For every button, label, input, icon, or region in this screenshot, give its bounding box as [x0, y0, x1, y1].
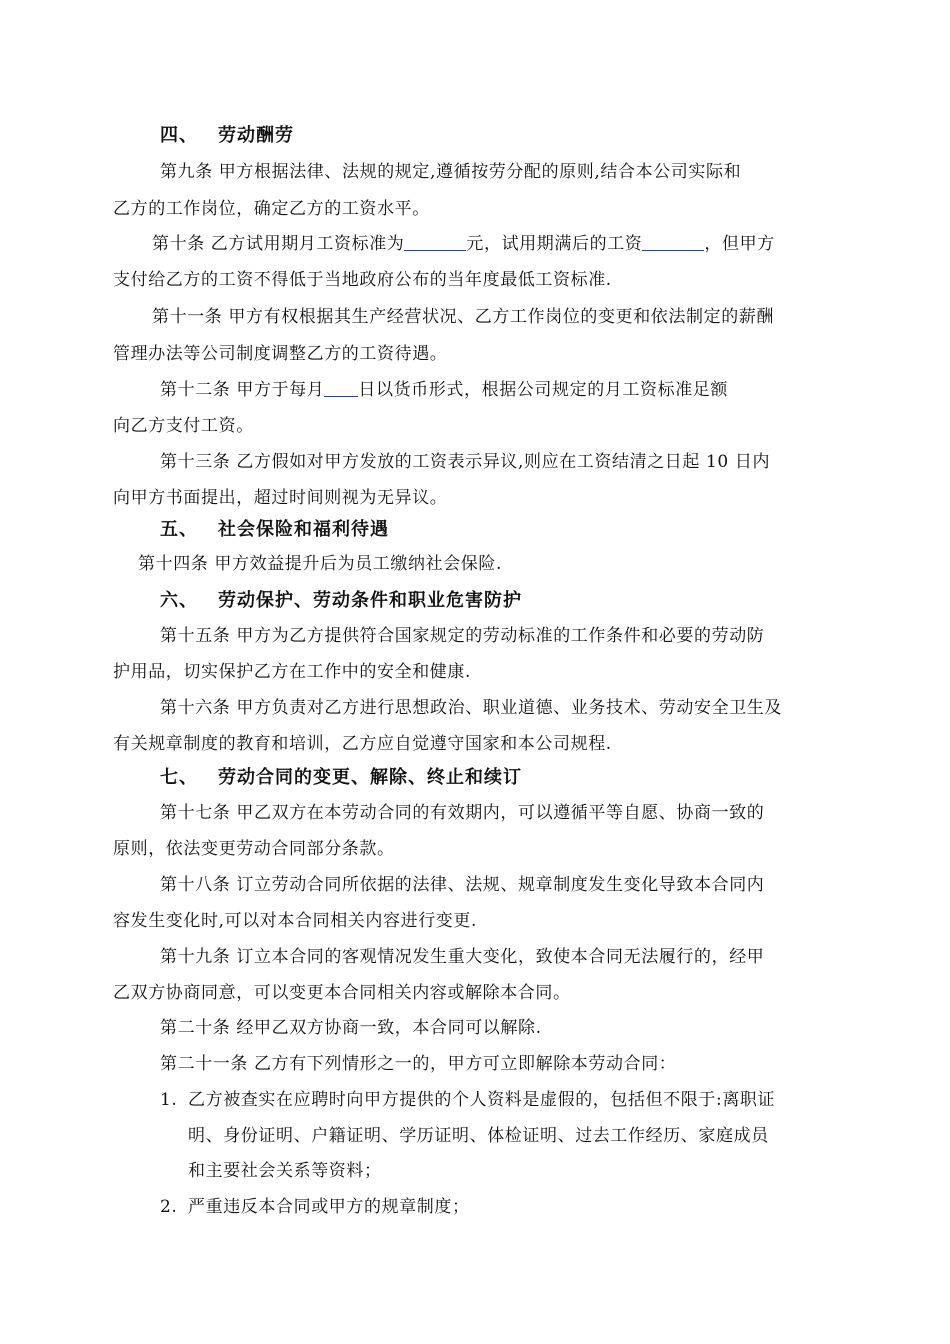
section-title: 劳动合同的变更、解除、终止和续订	[218, 767, 522, 788]
article-13-line-2: 向甲方书面提出，超过时间则视为无异议。	[113, 488, 448, 508]
article-17-line-2: 原则，依法变更劳动合同部分条款。	[113, 839, 395, 859]
article-16-line-2: 有关规章制度的教育和培训，乙方应自觉遵守国家和本公司规程.	[113, 734, 612, 754]
section-heading-4	[160, 124, 294, 148]
list-item-line-3: 和主要社会关系等资料；	[188, 1161, 382, 1181]
section-heading-7	[160, 766, 522, 790]
section-title: 社会保险和福利待遇	[218, 519, 389, 540]
article-19-line-2: 乙双方协商同意，可以变更本合同相关内容或解除本合同。	[113, 983, 571, 1003]
article-18-line-2: 容发生变化时,可以对本合同相关内容进行变更.	[113, 911, 478, 931]
article-9-line-2: 乙方的工作岗位，确定乙方的工资水平。	[113, 199, 430, 219]
article-11-line-1: 第十一条 甲方有权根据其生产经营状况、乙方工作岗位的变更和依法制定的薪酬	[152, 307, 775, 327]
section-title: 劳动酬劳	[218, 125, 294, 146]
article-16-line-1: 第十六条 甲方负责对乙方进行思想政治、职业道德、业务技术、劳动安全卫生及	[160, 698, 783, 718]
section-number: 四、	[160, 125, 198, 146]
section-title: 劳动保护、劳动条件和职业危害防护	[218, 590, 522, 611]
article-11-line-2: 管理办法等公司制度调整乙方的工资待遇。	[113, 344, 448, 364]
text-segment: 第十二条 甲方于每月	[160, 380, 325, 400]
list-item-line-2: 明、身份证明、户籍证明、学历证明、体检证明、过去工作经历、家庭成员	[188, 1126, 769, 1146]
article-15-line-2: 护用品，切实保护乙方在工作中的安全和健康.	[113, 662, 472, 682]
article-13-line-1: 第十三条 乙方假如对甲方发放的工资表示异议,则应在工资结清之日起 10 日内	[160, 452, 771, 472]
section-number: 六、	[160, 590, 198, 611]
article-10-line-1	[152, 232, 775, 256]
article-9-line-1: 第九条 甲方根据法律、法规的规定,遵循按劳分配的原则,结合本公司实际和	[160, 162, 742, 182]
article-19-line-1: 第十九条 订立本合同的客观情况发生重大变化，致使本合同无法履行的，经甲	[160, 947, 765, 967]
article-14-line-1: 第十四条 甲方效益提升后为员工缴纳社会保险.	[138, 554, 503, 574]
text-segment: 元，试用期满后的工资	[466, 234, 643, 254]
article-12-line-2: 向乙方支付工资。	[113, 416, 254, 436]
article-12-line-1	[160, 378, 728, 402]
list-item-line-1: 严重违反本合同或甲方的规章制度；	[188, 1197, 470, 1217]
article-21-line-1: 第二十一条 乙方有下列情形之一的，甲方可立即解除本劳动合同：	[160, 1054, 677, 1074]
text-segment: 第十条 乙方试用期月工资标准为	[152, 234, 405, 254]
text-segment: 日以货币形式，根据公司规定的月工资标准足额	[358, 380, 729, 400]
salary-blank[interactable]	[404, 232, 466, 251]
salary-after-trial-blank[interactable]	[642, 232, 704, 251]
section-number: 五、	[160, 519, 198, 540]
article-20-line-1: 第二十条 经甲乙双方协商一致，本合同可以解除.	[160, 1018, 542, 1038]
section-heading-6	[160, 589, 522, 613]
article-18-line-1: 第十八条 订立劳动合同所依据的法律、法规、规章制度发生变化导致本合同内	[160, 875, 765, 895]
article-15-line-1: 第十五条 甲方为乙方提供符合国家规定的劳动标准的工作条件和必要的劳动防	[160, 626, 765, 646]
section-heading-5	[160, 518, 389, 542]
text-segment: ，但甲方	[704, 234, 775, 254]
section-number: 七、	[160, 767, 198, 788]
pay-day-blank[interactable]	[324, 378, 358, 397]
list-item-line-1: 乙方被查实在应聘时向甲方提供的个人资料是虚假的，包括但不限于:离职证	[188, 1090, 776, 1110]
list-item-number: 2.	[160, 1197, 178, 1217]
article-17-line-1: 第十七条 甲乙双方在本劳动合同的有效期内，可以遵循平等自愿、协商一致的	[160, 803, 765, 823]
list-item-number: 1.	[160, 1090, 178, 1110]
article-10-line-2: 支付给乙方的工资不得低于当地政府公布的当年度最低工资标准.	[113, 270, 612, 290]
